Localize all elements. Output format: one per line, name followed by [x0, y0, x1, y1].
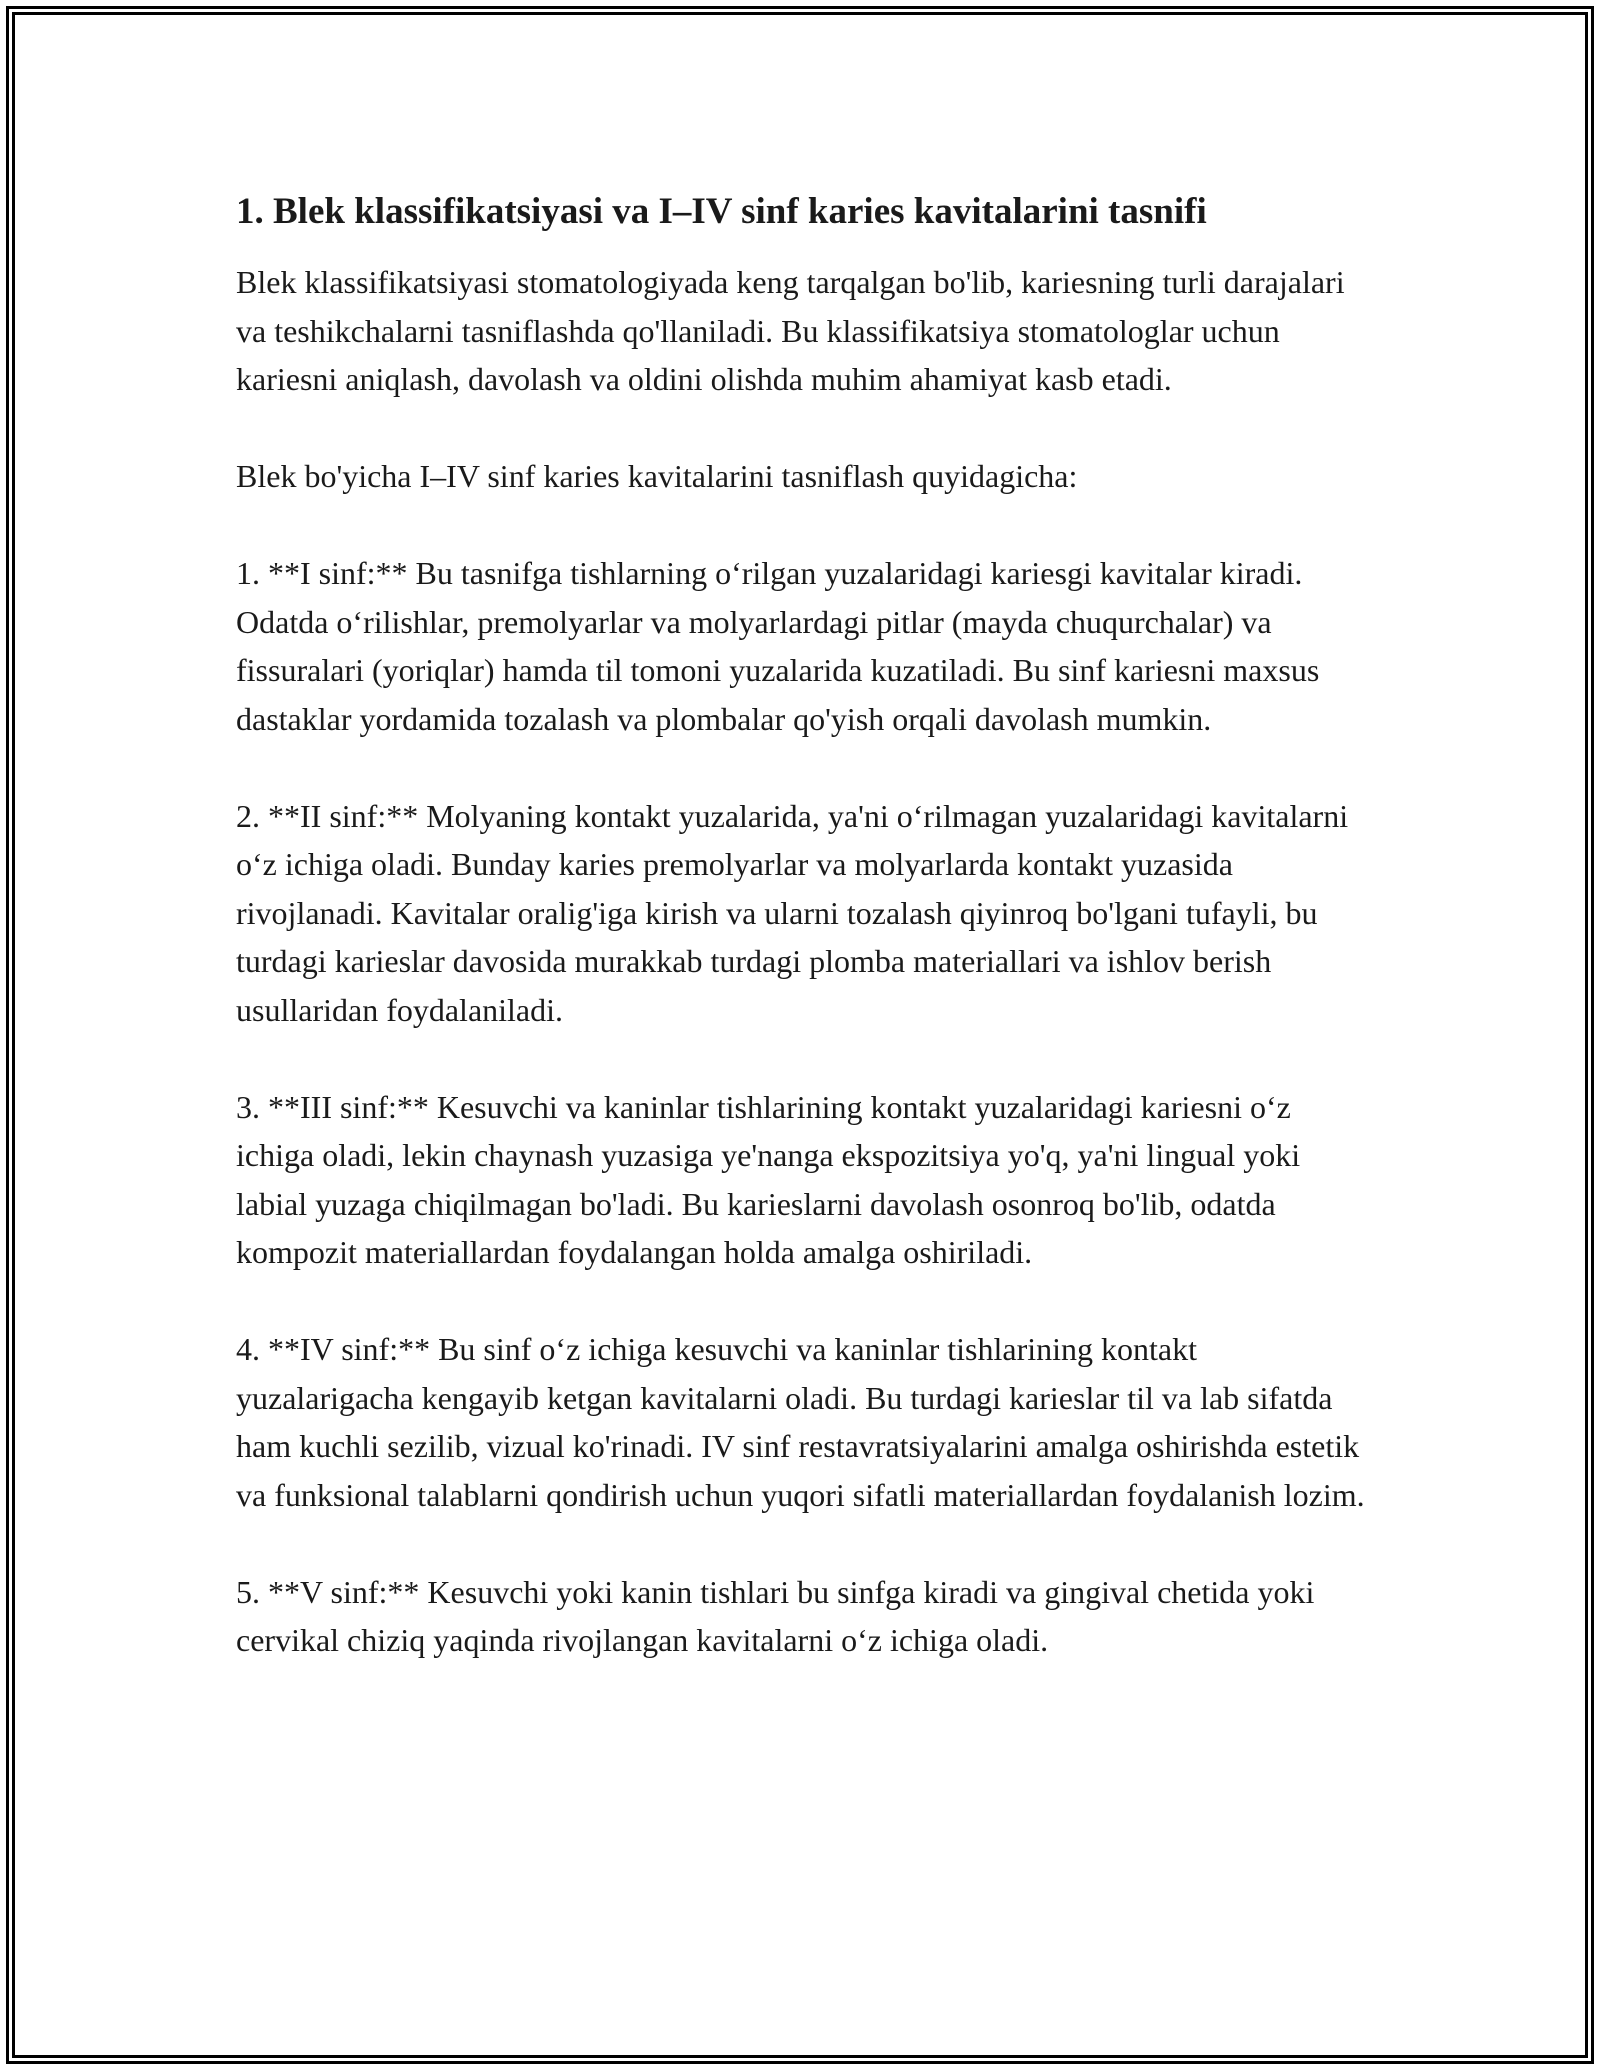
paragraph-class-5: 5. **V sinf:** Kesuvchi yoki kanin tishlari bu sinfga kiradi va gingival chetida yoki cervikal chiziq yaqinda rivojlangan kavitalarni o‘z ichiga oladi. — [236, 1573, 1315, 1658]
paragraph-class-3: 3. **III sinf:** Kesuvchi va kaninlar tishlarining kontakt yuzalaridagi kariesni o‘z ichiga oladi, lekin chaynash yuzasiga ye'nanga ekspozitsiya yo'q, ya'ni lingual yoki labial yuzaga chiqilmagan bo'ladi. Bu karieslarni davolash osonroq bo'lib, odatda kompozit materiallardan foydalangan holda amalga oshiriladi. — [236, 1088, 1301, 1270]
paragraph-lead-in: Blek bo'yicha I–IV sinf karies kavitalarini tasniflash quyidagicha: — [236, 458, 1078, 494]
paragraph-intro: Blek klassifikatsiyasi stomatologiyada keng tarqalgan bo'lib, kariesning turli darajalari va teshikchalarni tasniflashda qo'llaniladi. Bu klassifikatsiya stomatologlar uchun kariesni aniqlash, davolash va oldini olishda muhim ahamiyat kasb etadi. — [236, 264, 1345, 397]
paragraph-class-2: 2. **II sinf:** Molyaning kontakt yuzalarida, ya'ni o‘rilmagan yuzalaridagi kavitalarni o‘z ichiga oladi. Bunday karies premolyarlar va molyarlarda kontakt yuzasida rivojlanadi. Kavitalar oralig'iga kirish va ularni tozalash qiyinroq bo'lgani tufayli, bu turdagi karieslar davosida murakkab turdagi plomba materiallari va ishlov berish usullaridan foydalaniladi. — [236, 797, 1349, 1028]
paragraph-class-1: 1. **I sinf:** Bu tasnifga tishlarning o‘rilgan yuzalaridagi kariesgi kavitalar kiradi. Odatda o‘rilishlar, premolyarlar va molyarlardagi pitlar (mayda chuqurchalar) va fissuralari (yoriqlar) hamda til tomoni yuzalarida kuzatiladi. Bu sinf kariesni maxsus dastaklar yordamida tozalash va plombalar qo'yish orqali davolash mumkin. — [236, 555, 1320, 737]
paragraph-class-4: 4. **IV sinf:** Bu sinf o‘z ichiga kesuvchi va kaninlar tishlarining kontakt yuzalarigacha kengayib ketgan kavitalarni oladi. Bu turdagi karieslar til va lab sifatda ham kuchli sezilib, vizual ko'rinadi. IV sinf restavratsiyalarini amalga oshirishda estetik va funksional talablarni qondirish uchun yuqori sifatli materiallardan foydalanish lozim. — [236, 1331, 1365, 1513]
document-body — [236, 188, 1376, 1713]
document-title: 1. Blek klassifikatsiyasi va I–IV sinf karies kavitalarini tasnifi — [236, 191, 1207, 232]
